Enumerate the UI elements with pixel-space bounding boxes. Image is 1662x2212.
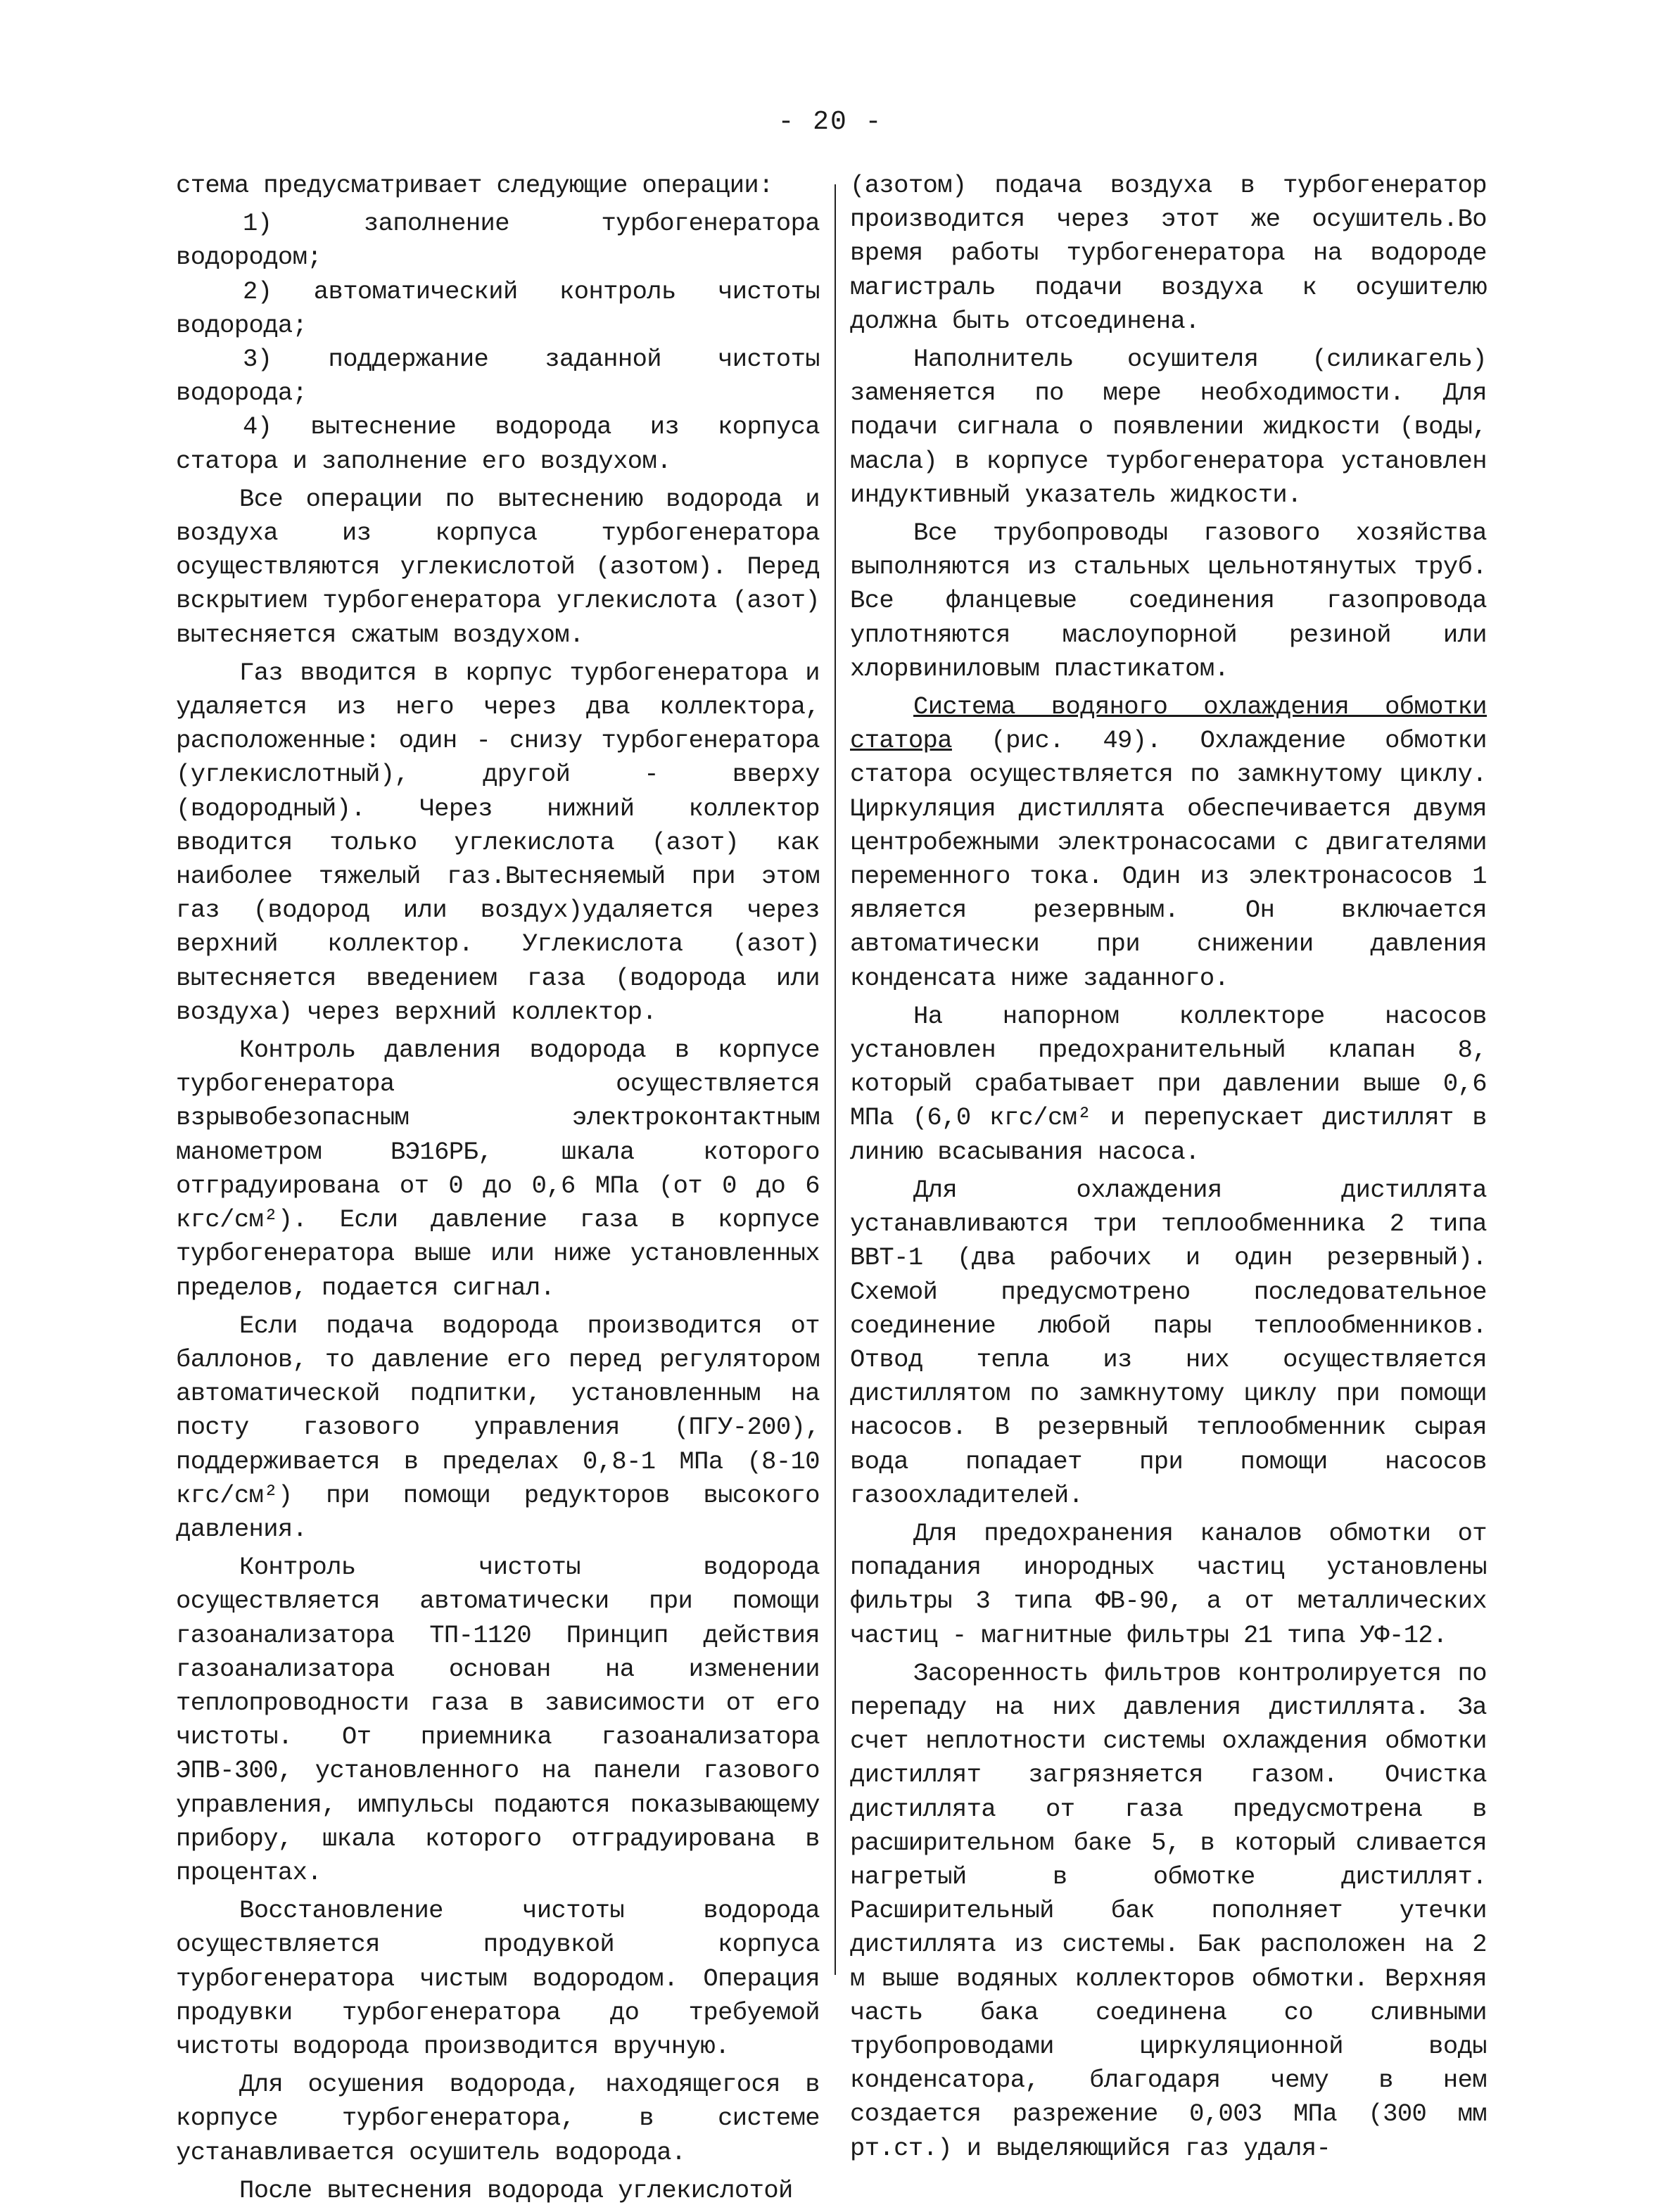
paragraph: Контроль давления водорода в корпусе турбогенератора осуществляется взрывобезопасным электроконтактным манометром ВЭ16РБ, шкала которого отградуирована от 0 до 0,6 МПа (от 0 до 6 кгс/см²). Если давление газа в корпусе турбогенератора выше или ниже установленных пределов, подается сигнал. xyxy=(176,1036,820,1302)
section-heading: Система водяного охлаждения обмотки статора xyxy=(850,692,1487,756)
paragraph-text: (рис. 49). Охлаждение обмотки статора осуществляется по замкнутому циклу. Циркуляция дистиллята обеспечивается двумя центробежными электронасосами с двигателями переменного тока. Один из электронасосов 1 является резервным. Он включается автоматически при снижении давления конденсата ниже заданного. xyxy=(850,726,1487,993)
paragraph xyxy=(850,690,1487,996)
left-column xyxy=(176,169,820,2212)
paragraph: Наполнитель осушителя (силикагель) заменяется по мере необходимости. Для подачи сигнала о появлении жидкости (воды, масла) в корпусе турбогенератора установлен индуктивный указатель жидкости. xyxy=(850,345,1487,509)
paragraph: Восстановление чистоты водорода осуществляется продувкой корпуса турбогенератора чистым водородом. Операция продувки турбогенератора до требуемой чистоты водорода производится вручную. xyxy=(176,1896,820,2061)
paragraph: Газ вводится в корпус турбогенератора и удаляется из него через два коллектора, расположенные: один - снизу турбогенератора (углекислотный), другой - вверху (водородный). Через нижний коллектор вводится только углекислота (азот) как наиболее тяжелый газ.Вытесняемый при этом газ (водород или воздух)удаляется через верхний коллектор. Углекислота (азот) вытесняется введением газа (водорода или воздуха) через верхний коллектор. xyxy=(176,658,820,1026)
paragraph: (азотом) подача воздуха в турбогенератор производится через этот же осушитель.Во время работы турбогенератора на водороде магистраль подачи воздуха к осушителю должна быть отсоединена. xyxy=(850,171,1487,336)
paragraph: После вытеснения водорода углекислотой xyxy=(239,2175,793,2205)
paragraph: Для охлаждения дистиллята устанавливаются три теплообменника 2 типа ВВТ-1 (два рабочих и один резервный). Схемой предусмотрено последовательное соединение любой пары теплообменников. Отвод тепла из них осуществляется дистиллятом по замкнутому циклу при помощи насосов. В резервный теплообменник сырая вода попадает при помощи насосов газоохладителей. xyxy=(850,1175,1487,1510)
paragraph: Для осушения водорода, находящегося в корпусе турбогенератора, в системе устанавливается осушитель водорода. xyxy=(176,2070,820,2167)
paragraph: стема предусматривает следующие операции: xyxy=(176,171,773,200)
paragraph: Для предохранения каналов обмотки от попадания инородных частиц установлены фильтры 3 типа ФВ-90, а от металлических частиц - магнитные фильтры 21 типа УФ-12. xyxy=(850,1518,1487,1650)
paragraph: Все операции по вытеснению водорода и воздуха из корпуса турбогенератора осуществляются углекислотой (азотом). Перед вскрытием турбогенератора углекислота (азот) вытесняется сжатым воздухом. xyxy=(176,484,820,649)
paragraph: Засоренность фильтров контролируется по перепаду на них давления дистиллята. За счет неплотности системы охлаждения обмотки дистиллят загрязняется газом. Очистка дистиллята от газа предусмотрена в расширительном баке 5, в который сливается нагретый в обмотке дистиллят. Расширительный бак пополняет утечки дистиллята из системы. Бак расположен на 2 м выше водяных коллекторов обмотки. Верхняя часть бака соединена со сливными трубопроводами циркуляционной воды конденсатора, благодаря чему в нем создается разрежение 0,003 МПа (300 мм рт.ст.) и выделяющийся газ удаля- xyxy=(850,1658,1487,2163)
page-number: - 20 - xyxy=(778,107,883,137)
column-divider xyxy=(835,184,836,1975)
paragraph: Если подача водорода производится от баллонов, то давление его перед регулятором автоматической подпитки, установленным на посту газового управления (ПГУ-200), поддерживается в пределах 0,8-1 МПа (8-10 кгс/см²) при помощи редукторов высокого давления. xyxy=(176,1311,820,1544)
list-item: 3) поддержание заданной чистоты водорода; xyxy=(176,345,820,408)
paragraph: Все трубопроводы газового хозяйства выполняются из стальных цельнотянутых труб. Все фланцевые соединения газопровода уплотняются маслоупорной резиной или хлорвиниловым пластикатом. xyxy=(850,519,1487,683)
paragraph: На напорном коллекторе насосов установлен предохранительный клапан 8, который срабатывает при давлении выше 0,6 МПа (6,0 кгс/см² и перепускает дистиллят в линию всасывания насоса. xyxy=(850,1001,1487,1167)
list-item: 2) автоматический контроль чистоты водорода; xyxy=(176,276,820,340)
list-item: 1) заполнение турбогенератора водородом; xyxy=(176,209,820,272)
right-column xyxy=(850,169,1487,2170)
paragraph: Контроль чистоты водорода осуществляется автоматически при помощи газоанализатора ТП-1120 Принцип действия газоанализатора основан на изменении теплопроводности газа в зависимости от его чистоты. От приемника газоанализатора ЭПВ-300, установленного на панели газового управления, импульсы подаются показывающему прибору, шкала которого отградуирована в процентах. xyxy=(176,1553,820,1887)
list-item: 4) вытеснение водорода из корпуса статора и заполнение его воздухом. xyxy=(176,412,820,476)
